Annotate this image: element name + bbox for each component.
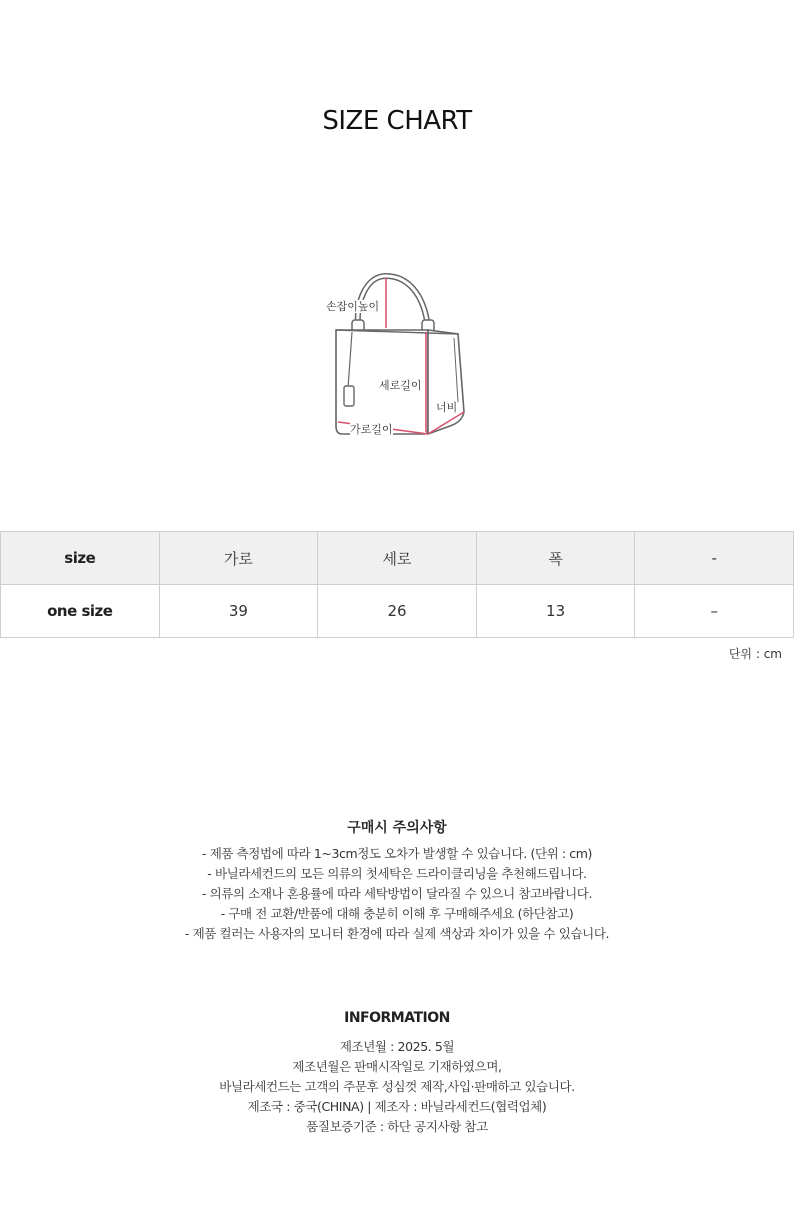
notice-item: - 바닐라세컨드의 모든 의류의 첫세탁은 드라이클리닝을 추천해드립니다. [207,866,587,881]
bag-diagram [300,262,500,442]
information-item: 제조년월 : 2025. 5월 [339,1039,455,1054]
notice-item: - 의류의 소재나 혼용률에 따라 세탁방법이 달라질 수 있으니 참고바랍니다. [201,886,593,901]
vertical-length-label: 세로길이 [379,379,422,392]
horizontal-length-label: 가로길이 [350,423,393,436]
header-cell-size: size [1,532,160,585]
notice-list [0,844,794,944]
cell-extra-value: – [635,585,794,638]
header-cell-vertical: 세로 [318,532,477,585]
notice-item: - 구매 전 교환/반품에 대해 충분히 이해 후 구매해주세요 (하단참고) [220,906,574,921]
information-item: 품질보증기준 : 하단 공지사항 참고 [306,1119,488,1134]
cell-vertical-value: 26 [318,585,477,638]
width-label: 너비 [436,401,458,414]
information-list [0,1037,794,1137]
header-cell-horizontal: 가로 [159,532,318,585]
cell-size-name: one size [1,585,160,638]
page-title: SIZE CHART [322,106,472,136]
handle-height-label: 손잡이높이 [326,300,380,313]
information-item: 바닐라세컨드는 고객의 주문후 성심껏 제작,사입·판매하고 있습니다. [219,1079,575,1094]
information-title: INFORMATION [344,1010,450,1026]
unit-note: 단위 : cm [728,647,782,661]
notice-item: - 제품 측정법에 따라 1~3cm정도 오차가 발생할 수 있습니다. (단위 : cm) [202,846,592,861]
information-item: 제조국 : 중국(CHINA) | 제조자 : 바닐라세컨드(협력업체) [247,1099,547,1114]
information-item: 제조년월은 판매시작일로 기재하였으며, [292,1059,502,1074]
cell-width-value: 13 [476,585,635,638]
cell-horizontal-value: 39 [159,585,318,638]
size-table-header [1,532,794,585]
notice-item: - 제품 컬러는 사용자의 모니터 환경에 따라 실제 색상과 차이가 있을 수 있습니다. [184,926,610,941]
table-row [1,585,794,638]
bag-illustration [300,262,500,442]
size-table [0,531,794,638]
header-cell-width: 폭 [476,532,635,585]
header-cell-extra: - [635,532,794,585]
notice-title: 구매시 주의사항 [347,820,447,836]
